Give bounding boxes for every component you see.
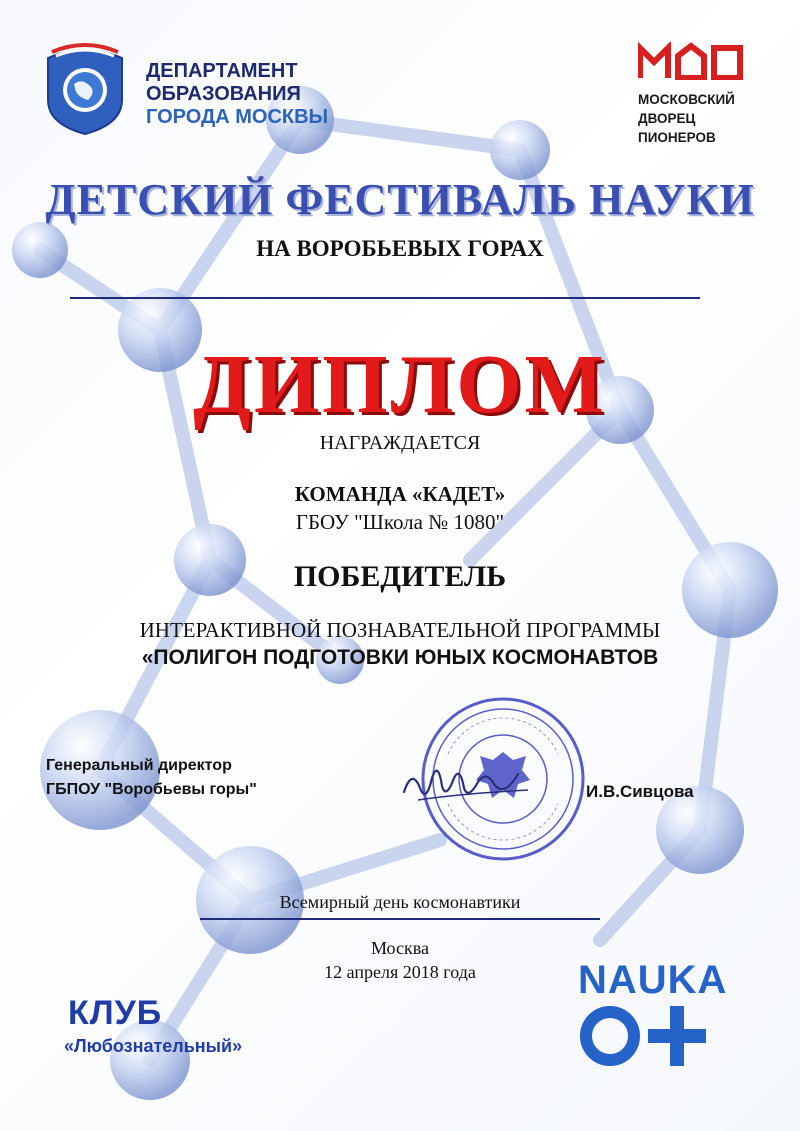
director-title-line-2: ГБПОУ "Воробьевы горы": [46, 781, 257, 798]
palace-line-1: МОСКОВСКИЙ: [638, 92, 735, 107]
palace-line-2: ДВОРЕЦ: [638, 111, 696, 126]
department-line-3: ГОРОДА МОСКВЫ: [146, 106, 329, 128]
program-line-2: «ПОЛИГОН ПОДГОТОВКИ ЮНЫХ КОСМОНАВТОВ: [141, 646, 659, 669]
issue-date: 12 апреля 2018 года: [324, 962, 476, 982]
department-name: [146, 60, 328, 129]
diploma-heading: ДИПЛОМ: [193, 338, 607, 431]
nauka-plus-logo-icon: [578, 1000, 728, 1070]
awarded-label: НАГРАЖДАЕТСЯ: [319, 432, 481, 454]
department-line-2: ОБРАЗОВАНИЯ: [146, 83, 301, 105]
festival-title: ДЕТСКИЙ ФЕСТИВАЛЬ НАУКИ: [45, 175, 755, 224]
department-line-1: ДЕПАРТАМЕНТ: [146, 60, 298, 82]
city: Москва: [371, 938, 429, 958]
school-name: ГБОУ "Школа № 1080": [295, 510, 505, 534]
club-title: КЛУБ: [68, 994, 163, 1032]
place-title: ПОБЕДИТЕЛЬ: [293, 560, 507, 593]
festival-subtitle: НА ВОРОБЬЕВЫХ ГОРАХ: [256, 236, 544, 261]
director-name: И.В.Сивцова: [586, 782, 694, 801]
divider-bottom: [200, 918, 600, 920]
divider-top: [70, 297, 700, 299]
svg-text:МДП: МДП: [638, 42, 641, 43]
palace-line-3: ПИОНЕРОВ: [638, 130, 716, 145]
handwritten-signature: [398, 748, 538, 818]
program-line-1: ИНТЕРАКТИВНОЙ ПОЗНАВАТЕЛЬНОЙ ПРОГРАММЫ: [139, 618, 661, 642]
director-title-line-1: Генеральный директор: [46, 757, 232, 774]
nauka-logo-text: NAUKA: [578, 958, 728, 1002]
club-name: «Любознательный»: [64, 1036, 243, 1056]
pioneers-palace-name: [638, 90, 735, 147]
pioneers-palace-logo: [638, 42, 744, 80]
team-name: КОМАНДА «КАДЕТ»: [294, 482, 506, 506]
department-emblem-icon: [42, 40, 128, 136]
director-title: [46, 754, 257, 802]
event-name: Всемирный день космонавтики: [279, 892, 521, 912]
